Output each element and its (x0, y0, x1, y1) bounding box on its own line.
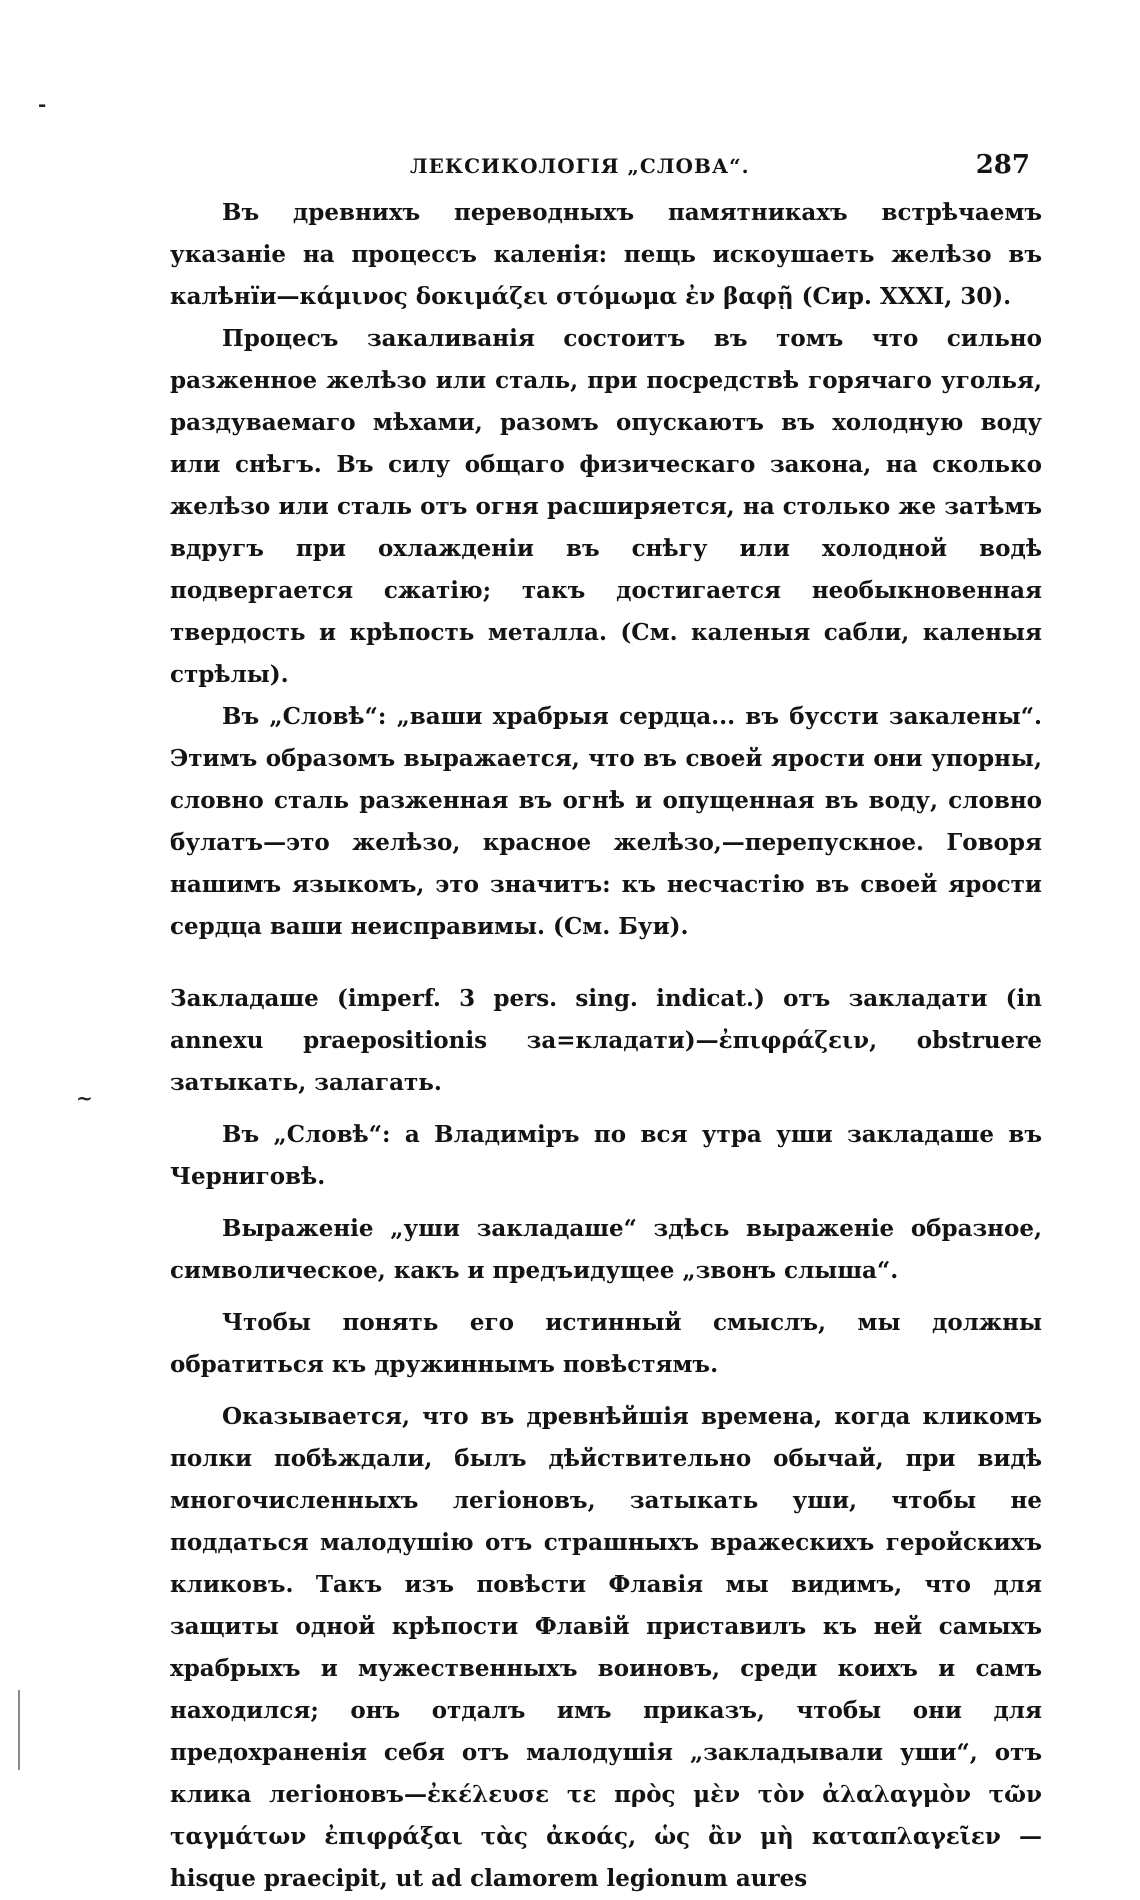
dictionary-entry-zakladashe: Закладаше (imperf. 3 pers. sing. indicat.) отъ закладати (in annexu praepositionis за=кладати)—ἐπιφράζειν, obstruere затыкать, залагать. (170, 985, 1042, 1096)
paragraph-slovo-zakaleny: Въ „Словѣ“: „ваши храбрыя сердца... въ буссти закалены“. Этимъ образомъ выражается, что въ своей ярости они упорны, словно сталь разженная въ огнѣ и опущенная въ воду, словно булатъ—это желѣзо, красное желѣзо,—перепускное. Говоря нашимъ языкомъ, это значитъ: къ несчастію въ своей ярости сердца ваши неисправимы. (См. Буи). (170, 703, 1042, 940)
page-header (170, 148, 1042, 192)
paragraph-slovo-vladimir: Въ „Словѣ“: а Владиміръ по вся утра уши закладаше въ Черниговѣ. (170, 1121, 1042, 1190)
paragraph-okazyvaetsya: Оказывается, что въ древнѣйшія времена, когда кликомъ полки побѣждали, былъ дѣйствительно обычай, при видѣ многочисленныхъ легіоновъ, затыкать уши, чтобы не поддаться малодушію отъ страшныхъ вражескихъ геройскихъ кликовъ. Такъ изъ повѣсти Флавія мы видимъ, что для защиты одной крѣпости Флавій приставилъ къ ней самыхъ храбрыхъ и мужественныхъ воиновъ, среди коихъ и самъ находился; онъ отдалъ имъ приказъ, чтобы они для предохраненія себя отъ малодушія „закладывали уши“, отъ клика легіоновъ—ἐκέλευσε τε πρὸς μὲν τὸν ἀλαλαγμὸν τῶν ταγμάτων ἐπιφράξαι τὰς ἀκοάς, ὡς ἂν μὴ καταπλαγεῖεν — hisque praecipit, ut ad clamorem legionum aures (170, 1403, 1042, 1892)
paragraph-chtoby-ponyat: Чтобы понять его истинный смыслъ, мы должны обратиться къ дружиннымъ повѣстямъ. (170, 1309, 1042, 1378)
paragraph-vyrazhenie: Выраженіе „уши закладаше“ здѣсь выраженіе образное, символическое, какъ и предъидущее „звонъ слыша“. (170, 1215, 1042, 1284)
scan-edge-line (18, 1690, 20, 1770)
paragraph-kalenie: Въ древнихъ переводныхъ памятникахъ встрѣчаемъ указаніе на процессъ каленія: пещь искоушаеть желѣзо въ калѣнїи—κάμινος δοκιμάζει στόμωμα ἐν βαφῇ (Сир. XXXI, 30). (170, 199, 1042, 310)
paragraph-zakalivanie: Процесъ закаливанія состоитъ въ томъ что сильно разженное желѣзо или сталь, при посредствѣ горячаго уголья, раздуваемаго мѣхами, разомъ опускаютъ въ холодную воду или снѣгъ. Въ силу общаго физическаго закона, на сколько желѣзо или сталь отъ огня расширяется, на столько же затѣмъ вдругъ при охлажденіи въ снѣгу или холодной водѣ подвергается сжатію; такъ достигается необыкновенная твердость и крѣпость металла. (См. каленыя сабли, каленыя стрѣлы). (170, 325, 1042, 688)
left-margin-mark: ~ (76, 1086, 93, 1110)
page-body (170, 148, 1042, 1900)
top-margin-mark: - (38, 92, 47, 116)
page-number: 287 (975, 150, 1030, 180)
running-title: ЛЕКСИКОЛОГІЯ „СЛОВА“. (410, 154, 750, 178)
